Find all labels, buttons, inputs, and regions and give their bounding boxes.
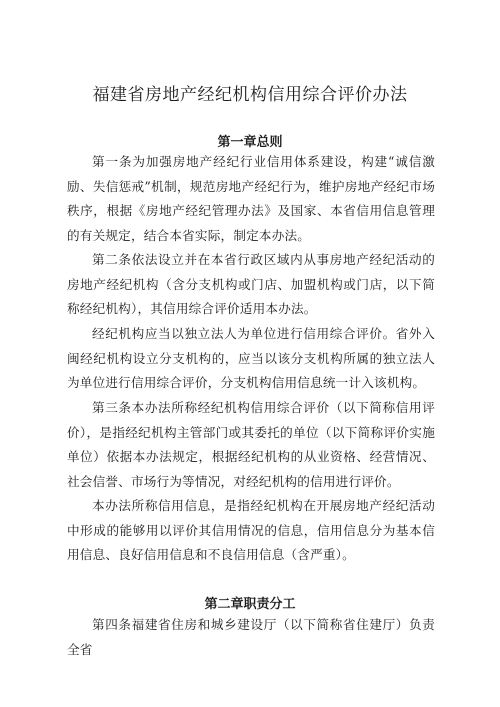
chapter-heading-responsibilities: 第二章职责分工: [204, 597, 296, 612]
article-2-supplement-paragraph: 经纪机构应当以独立法人为单位进行信用综合评价。省外入闽经纪机构设立分支机构的，应当以该分支机构所属的独立法人为单位进行信用综合评价，分支机构信用信息统一计入该机构。: [67, 326, 435, 390]
article-1-paragraph: 第一条为加强房地产经纪行业信用体系建设，构建“诚信激励、失信惩戒”机制，规范房地产经纪行为，维护房地产经纪市场秩序，根据《房地产经纪管理办法》及国家、本省信用信息管理的有关规定，结合本省实际，制定本办法。: [67, 154, 435, 243]
chapter-heading-general: 第一章总则: [217, 135, 283, 150]
article-3-supplement-paragraph: 本办法所称信用信息，是指经纪机构在开展房地产经纪活动中形成的能够用以评价其信用情况的信息，信用信息分为基本信用信息、良好信用信息和不良信用信息（含严重）。: [67, 498, 435, 562]
article-2-paragraph: 第二条依法设立并在本省行政区域内从事房地产经纪活动的房地产经纪机构（含分支机构或门店、加盟机构或门店，以下简称经纪机构），其信用综合评价适用本办法。: [67, 252, 435, 316]
article-4-paragraph: 第四条福建省住房和城乡建设厅（以下简称省住建厅）负责全省: [67, 617, 435, 657]
article-3-paragraph: 第三条本办法所称经纪机构信用综合评价（以下简称信用评价），是指经纪机构主管部门或其委托的单位（以下简称评价实施单位）依据本办法规定，根据经纪机构的从业资格、经营情况、社会信誉、市场行为等情况，对经纪机构的信用进行评价。: [67, 400, 435, 489]
document-title: 福建省房地产经纪机构信用综合评价办法: [92, 85, 408, 105]
